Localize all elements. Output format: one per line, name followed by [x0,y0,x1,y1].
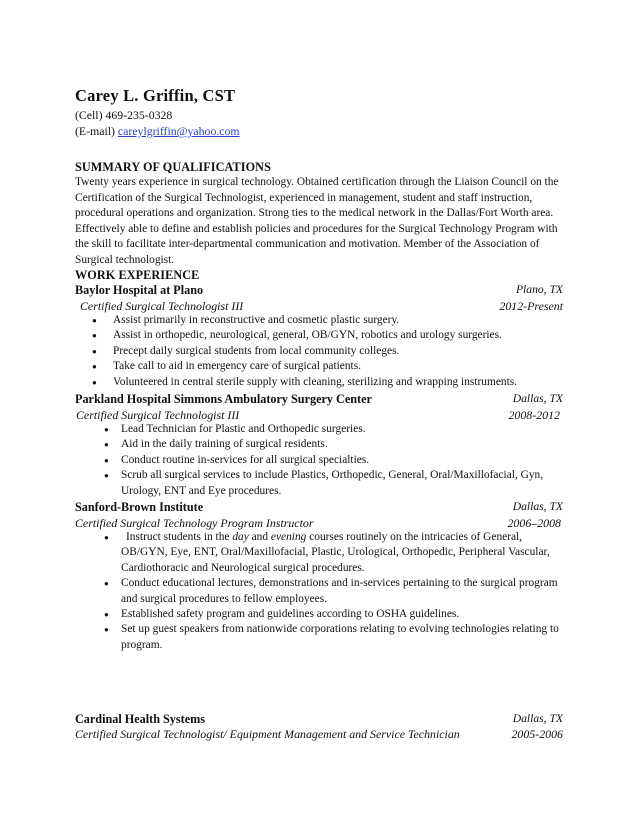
list-item: ● Assist in orthopedic, neurological, general, OB/GYN, robotics and urology surgeries. [92,328,562,343]
job-dates: 2012-Present [499,299,563,313]
email-label: (E-mail) [75,124,118,138]
list-item: ● Aid in the daily training of surgical residents. [104,437,564,452]
job-role-row [80,299,563,314]
list-item-continuation: OB/GYN, Eye, ENT, Oral/Maxillofacial, Plastic, Urological, Orthopedic, Peripheral Vascular, [121,546,550,559]
bullet-icon: ● [92,316,97,325]
job-location: Dallas, TX [512,500,563,513]
list-item: ● Instruct students in the day and evening courses routinely on the intricacies of General, [104,530,564,545]
bullet-icon: ● [92,346,97,356]
list-item: ● Conduct routine in-services for all surgical specialties. [104,453,564,468]
list-item: ● Take call to aid in emergency care of surgical patients. [92,359,562,374]
job-header [75,712,563,727]
job-role: Certified Surgical Technology Program Instructor [75,516,314,530]
candidate-name: Carey L. Griffin, CST [75,86,236,105]
list-item: ● Lead Technician for Plastic and Orthopedic surgeries. [104,422,564,437]
list-item: ● Established safety program and guidelines according to OSHA guidelines. [104,607,564,622]
job-dates: 2008-2012 [508,408,560,422]
job-header [75,283,563,298]
job-role-row [75,727,563,742]
cell-phone: (Cell) 469-235-0328 [75,108,173,122]
job-role: Certified Surgical Technologist III [76,408,240,422]
bullet-icon: ● [92,362,97,372]
list-item-continuation: Cardiothoracic and Neurological surgical procedures. [121,561,365,574]
list-item: ● Assist primarily in reconstructive and cosmetic plastic surgery. [92,313,562,328]
list-item: ● Precept daily surgical students from local community colleges. [92,344,562,359]
list-item: ● Set up guest speakers from nationwide corporations relating to evolving technologies relating to [104,622,564,637]
summary-heading: SUMMARY OF QUALIFICATIONS [75,160,271,174]
list-item: ● Conduct educational lectures, demonstrations and in-services pertaining to the surgical program [104,576,564,591]
list-item: ● Scrub all surgical services to include Plastics, Orthopedic, General, Oral/Maxillofacial, Gyn, [104,468,564,483]
bullet-icon: ● [92,377,97,387]
job-location: Dallas, TX [512,392,563,405]
bullet-icon: ● [104,610,109,620]
job-organization: Sanford-Brown Institute [75,500,204,514]
job-bullets [92,313,562,390]
job-dates: 2006–2008 [507,516,561,530]
bullet-icon: ● [104,533,109,542]
list-item-continuation: Urology, ENT and Eye procedures. [121,484,282,497]
job-organization: Parkland Hospital Simmons Ambulatory Surgery Center [75,392,372,406]
list-item: ● Volunteered in central sterile supply with cleaning, sterilizing and wrapping instruments. [92,375,562,390]
email-link[interactable]: careylgriffin@yahoo.com [117,124,240,138]
work-heading: WORK EXPERIENCE [75,268,200,282]
job-header [75,392,563,407]
email-line [75,124,240,139]
bullet-icon: ● [104,440,109,450]
list-item-continuation: and surgical procedures to fellow employees. [121,592,328,605]
bullet-icon: ● [104,471,109,481]
bullet-icon: ● [104,455,109,465]
bullet-icon: ● [92,331,97,341]
bullet-icon: ● [104,425,109,434]
bullet-icon: ● [104,625,109,635]
job-bullets [104,530,564,653]
job-bullets [104,422,564,499]
job-location: Plano, TX [515,283,563,296]
list-item-continuation: program. [121,638,163,651]
job-role-row [76,408,560,423]
job-location: Dallas, TX [512,712,563,725]
job-role: Certified Surgical Technologist III [80,299,244,313]
job-organization: Baylor Hospital at Plano [75,283,204,297]
summary-text: Twenty years experience in surgical technology. Obtained certification through the Liaison Council on the Certification of the Surgical Technologist, experienced in management, student and staff instruction, procedural operations and organization. Strong ties to the medical network in the Dallas/Fort Worth area. Effectively able to define and establish policies and procedures for the Surgical Technology Program with the skill to facilitate inter-departmental communication and motivation. Member of the Association of Surgical technologist. [75,176,559,266]
job-role: Certified Surgical Technologist/ Equipment Management and Service Technician [75,727,460,741]
job-dates: 2005-2006 [511,727,563,741]
job-organization: Cardinal Health Systems [75,712,206,726]
job-role-row [75,516,561,531]
bullet-icon: ● [104,579,109,589]
job-header [75,500,563,515]
